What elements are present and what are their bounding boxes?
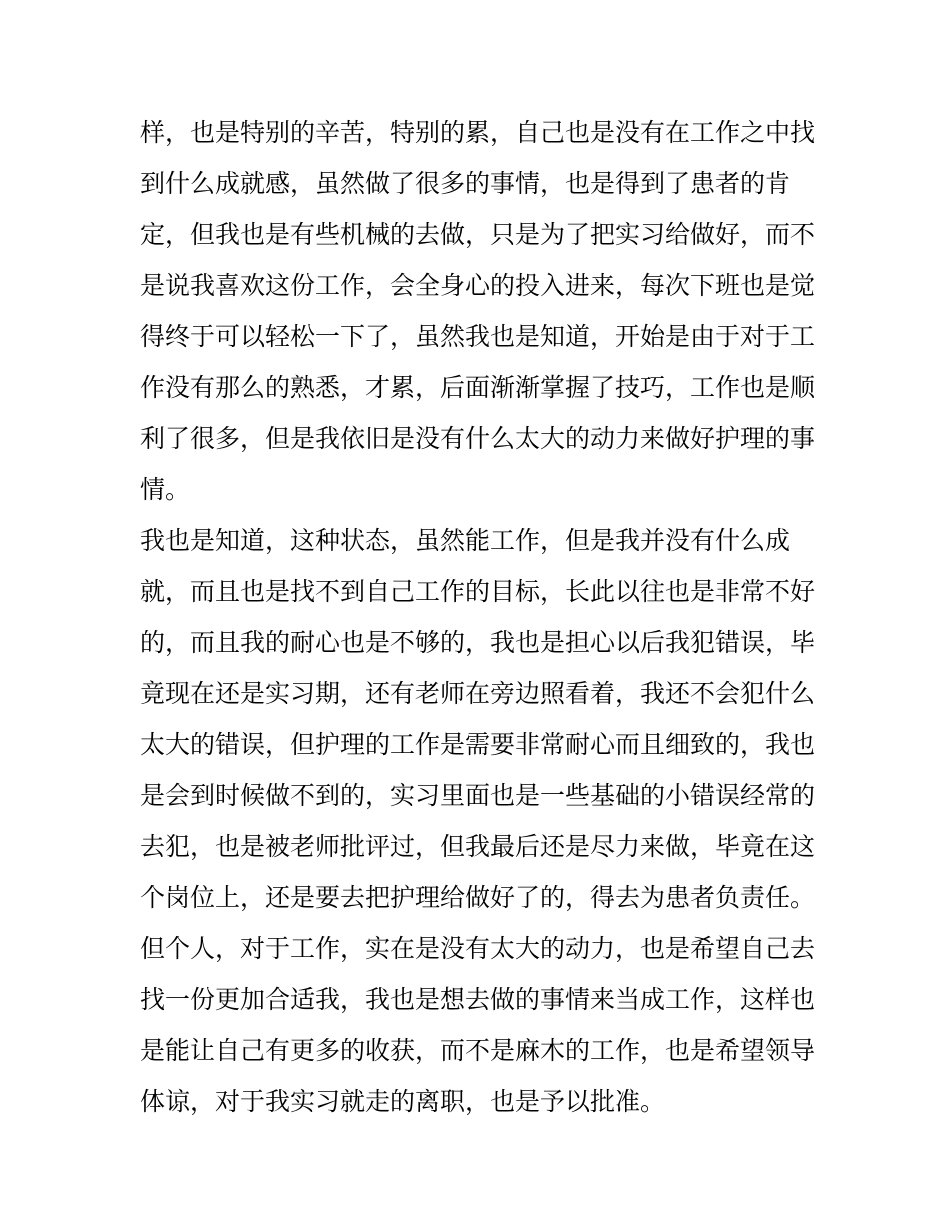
text-line: 我也是知道，这种状态，虽然能工作，但是我并没有什么成 (140, 526, 791, 555)
text-line: 到什么成就感，虽然做了很多的事情，也是得到了患者的肯 (140, 169, 791, 198)
text-line: 找一份更加合适我，我也是想去做的事情来当成工作，这样也 (140, 985, 816, 1014)
text-line: 竟现在还是实习期，还有老师在旁边照看着，我还不会犯什么 (140, 679, 816, 708)
text-line: 是说我喜欢这份工作，会全身心的投入进来，每次下班也是觉 (140, 271, 816, 300)
text-line: 但个人，对于工作，实在是没有太大的动力，也是希望自己去 (140, 934, 816, 963)
text-line: 去犯，也是被老师批评过，但我最后还是尽力来做，毕竟在这 (140, 832, 816, 861)
text-line: 利了很多，但是我依旧是没有什么太大的动力来做好护理的事 (140, 424, 816, 453)
text-line: 太大的错误，但护理的工作是需要非常耐心而且细致的，我也 (140, 730, 816, 759)
text-line: 的，而且我的耐心也是不够的，我也是担心以后我犯错误，毕 (140, 628, 816, 657)
body-text (140, 107, 820, 1127)
text-line: 体谅，对于我实习就走的离职，也是予以批准。 (140, 1087, 666, 1116)
text-line: 是能让自己有更多的收获，而不是麻木的工作，也是希望领导 (140, 1036, 816, 1065)
text-line: 个岗位上，还是要去把护理给做好了的，得去为患者负责任。 (140, 883, 816, 912)
text-line: 定，但我也是有些机械的去做，只是为了把实习给做好，而不 (140, 220, 816, 249)
text-line: 样，也是特别的辛苦，特别的累，自己也是没有在工作之中找 (140, 118, 816, 147)
text-line: 作没有那么的熟悉，才累，后面渐渐掌握了技巧，工作也是顺 (140, 373, 816, 402)
text-line: 就，而且也是找不到自己工作的目标，长此以往也是非常不好 (140, 577, 816, 606)
text-line: 得终于可以轻松一下了，虽然我也是知道，开始是由于对于工 (140, 322, 816, 351)
text-line: 情。 (140, 475, 191, 504)
text-line: 是会到时候做不到的，实习里面也是一些基础的小错误经常的 (140, 781, 816, 810)
